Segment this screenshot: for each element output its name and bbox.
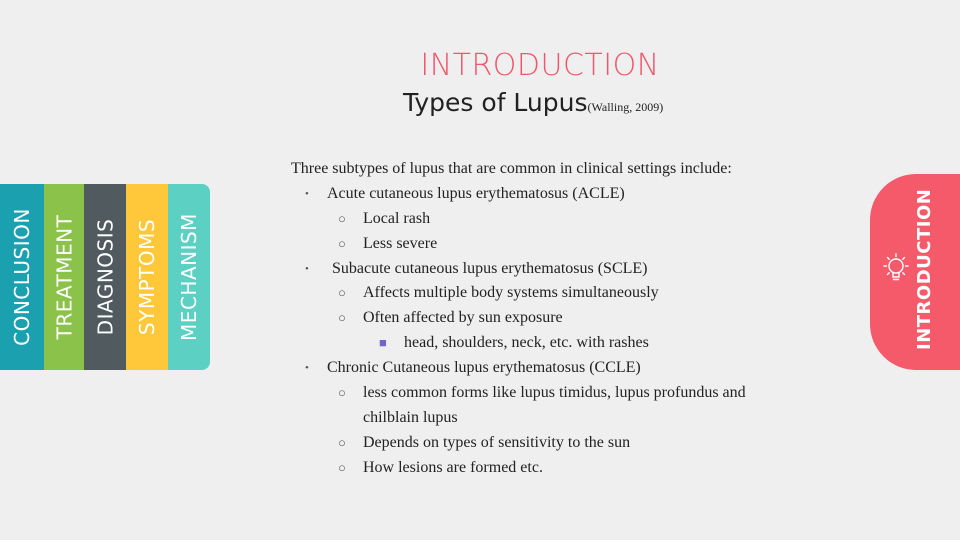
bullet-marker: ○: [338, 235, 346, 251]
bullet-marker: ○: [338, 434, 346, 450]
tab-label: SYMPTOMS: [135, 218, 160, 336]
tab-label: MECHANISM: [177, 213, 202, 341]
list-item: [291, 207, 811, 232]
bullet-marker: ○: [338, 210, 346, 226]
tab-mechanism[interactable]: [168, 184, 210, 370]
bullet-marker: •: [305, 187, 309, 200]
citation: (Walling, 2009): [587, 100, 664, 114]
list-item-text: Subacute cutaneous lupus erythematosus (SCLE): [332, 259, 648, 277]
list-item: [291, 306, 811, 331]
bullet-marker: ○: [338, 310, 346, 326]
list-item-text: Often affected by sun exposure: [363, 309, 563, 327]
bullet-marker: ○: [338, 285, 346, 301]
subtitle-text: Types of Lupus: [403, 88, 588, 117]
lightbulb-icon: [878, 252, 914, 288]
list-item: [291, 381, 811, 406]
tab-treatment[interactable]: [44, 184, 84, 370]
list-item: [291, 456, 811, 481]
tab-conclusion[interactable]: [0, 184, 44, 370]
list-item-text: chilblain lupus: [363, 408, 458, 426]
list-item-text: Chronic Cutaneous lupus erythematosus (CCLE): [327, 359, 641, 377]
bullet-marker: ○: [338, 459, 346, 475]
bullet-marker: •: [305, 262, 309, 275]
bullet-marker: •: [305, 362, 309, 375]
list-item-text: Less severe: [363, 234, 438, 252]
list-item: [291, 281, 811, 306]
list-item: [291, 257, 811, 282]
tab-diagnosis[interactable]: [84, 184, 126, 370]
slide-body: [291, 157, 811, 481]
list-item-text: Local rash: [363, 209, 431, 227]
list-item: [291, 356, 811, 381]
list-item-text: less common forms like lupus timidus, lupus profundus and: [363, 384, 746, 402]
tab-label: CONCLUSION: [10, 208, 34, 346]
tab-label: DIAGNOSIS: [93, 218, 117, 336]
bullet-marker: ■: [379, 335, 387, 351]
tab-symptoms[interactable]: [126, 184, 168, 370]
list-item-text: head, shoulders, neck, etc. with rashes: [404, 334, 649, 352]
list-item: [291, 331, 811, 356]
slide-subtitle: [403, 88, 663, 117]
list-item-text: Depends on types of sensitivity to the sun: [363, 433, 631, 451]
list-item: [291, 232, 811, 257]
list-item-text: Acute cutaneous lupus erythematosus (ACLE): [327, 184, 625, 202]
list-item-continuation: [291, 406, 811, 431]
list-item: [291, 431, 811, 456]
bullet-marker: ○: [338, 385, 346, 401]
tab-label: INTRODUCTION: [914, 188, 935, 350]
intro-sentence: Three subtypes of lupus that are common in clinical settings include:: [291, 160, 732, 177]
tab-label: TREATMENT: [52, 214, 77, 340]
list-item-text: How lesions are formed etc.: [363, 458, 543, 476]
slide-title: INTRODUCTION: [420, 48, 660, 83]
tab-introduction[interactable]: [870, 174, 960, 370]
list-item-text: Affects multiple body systems simultaneously: [363, 284, 659, 302]
list-item: [291, 182, 811, 207]
intro-text: [291, 157, 811, 182]
